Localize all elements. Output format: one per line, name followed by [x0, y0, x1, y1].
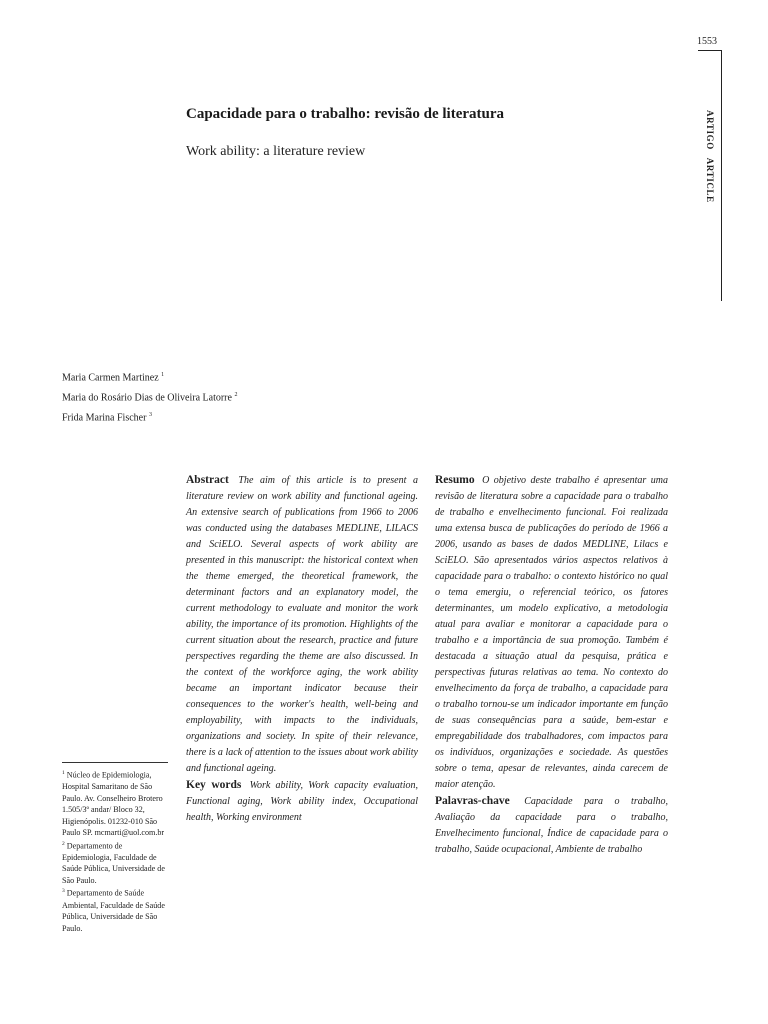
author-affiliation-mark: 3 [148, 411, 152, 418]
abstract-english [186, 472, 418, 826]
affiliation-text: Departamento de Epidemiologia, Faculdade de Saúde Pública, Universidade de São Paulo. [62, 841, 165, 885]
section-label-en: ARTICLE [705, 157, 715, 203]
affiliation-note [62, 886, 172, 934]
author-name: Maria Carmen Martinez [62, 372, 159, 384]
palavras-chave-text: Capacidade para o trabalho, Avaliação da capacidade para o trabalho, Envelhecimento funcional, Índice de capacidade para o trabalho, Saúde ocupacional, Ambiente de trabalho [435, 796, 669, 855]
keywords-heading: Key words [186, 779, 242, 791]
resumo-paragraph [435, 472, 668, 793]
abstract-portuguese [435, 472, 668, 858]
resumo-heading: Resumo [435, 474, 475, 486]
affiliation-mark: 1 [62, 770, 65, 776]
author [62, 387, 237, 407]
keywords-text: Work ability, Work capacity evaluation, Functional aging, Work ability index, Occupational health, Working environment [186, 780, 418, 823]
affiliation-text: Núcleo de Epidemiologia, Hospital Samaritano de São Paulo. Av. Conselheiro Brotero 1.505/3º andar/ Bloco 32, Higienópolis. 01232-010 São Paulo SP. mcmarti@uol.com.br [62, 770, 165, 838]
affiliation-note [62, 839, 172, 887]
author-name: Maria do Rosário Dias de Oliveira Latorre [62, 392, 232, 404]
title-english: Work ability: a literature review [186, 144, 366, 159]
section-label-pt: ARTIGO [705, 110, 715, 150]
corner-rule-vertical [721, 50, 722, 301]
affiliation-notes [62, 768, 172, 934]
author [62, 407, 237, 427]
affiliation-mark: 3 [62, 888, 65, 895]
author-affiliation-mark: 2 [234, 391, 238, 398]
affiliation-mark: 2 [62, 840, 65, 847]
resumo-text: O objetivo deste trabalho é apresentar uma revisão de literatura sobre a capacidade para o trabalho de trabalho e envelhecimento funcional. Foi realizada uma extensa busca de publicações do período de 1966 a 2006, usando as bases de dados MEDLINE, Lilacs e SciELO. São apresentados vários aspectos relativos à capacidade para o trabalho: o contexto histórico no qual o tema emergiu, o referencial teórico, os fatores determinantes, um modelo explicativo, a metodologia atual para avaliar e monitorar a capacidade para o trabalho e a importância de sua promoção. Também é destacada a situação atual da pesquisa, prática e perspectivas futuras relativas ao tema. No contexto do envelhecimento da força de trabalho, a capacidade para o trabalho tornou-se um indicador importante em função de suas consequências para a saúde, bem-estar e empregabilidade dos trabalhadores, com impactos para os indivíduos, organizações e sociedade. As questões sobre o tema, apesar de relevantes, ainda carecem de maior atenção. [435, 475, 668, 790]
palavras-chave-paragraph [435, 793, 668, 858]
section-label [701, 110, 715, 210]
keywords-paragraph [186, 777, 418, 826]
title-portuguese: Capacidade para o trabalho: revisão de literatura [186, 106, 505, 122]
abstract-heading: Abstract [186, 474, 229, 486]
palavras-chave-heading: Palavras-chave [435, 795, 510, 807]
author-affiliation-mark: 1 [161, 372, 165, 378]
abstract-text: The aim of this article is to present a literature review on work ability and functional ageing. An extensive search of publications from 1966 to 2006 was conducted using the databases MEDLINE, LILACS and SciELO. Several aspects of work ability are presented in this manuscript: the historical context when the theme emerged, the theoretical framework, the determinant factors and an explanatory model, the current methodology to evaluate and monitor the work ability, the importance of its promotion. Highlights of the current situation about the research, practice and future perspectives regarding the theme are also discussed. In the context of the workforce aging, the work ability became an important indicator because their consequences to the worker's health, well-being and employability, with impacts to the individuals, organizations and society. In spite of their relevance, there is a lack of attention to the issues about work ability and functional ageing. [186, 475, 418, 774]
page-number: 1553 [697, 36, 717, 47]
author-list [62, 367, 237, 426]
author-name: Frida Marina Fischer [62, 411, 147, 423]
corner-rule-horizontal [698, 50, 722, 51]
abstract-paragraph [186, 472, 418, 777]
affiliation-divider [62, 762, 168, 763]
affiliation-text: Departamento de Saúde Ambiental, Faculdade de Saúde Pública, Universidade de São Paulo. [62, 889, 165, 933]
author [62, 367, 237, 387]
affiliation-note [62, 768, 172, 839]
